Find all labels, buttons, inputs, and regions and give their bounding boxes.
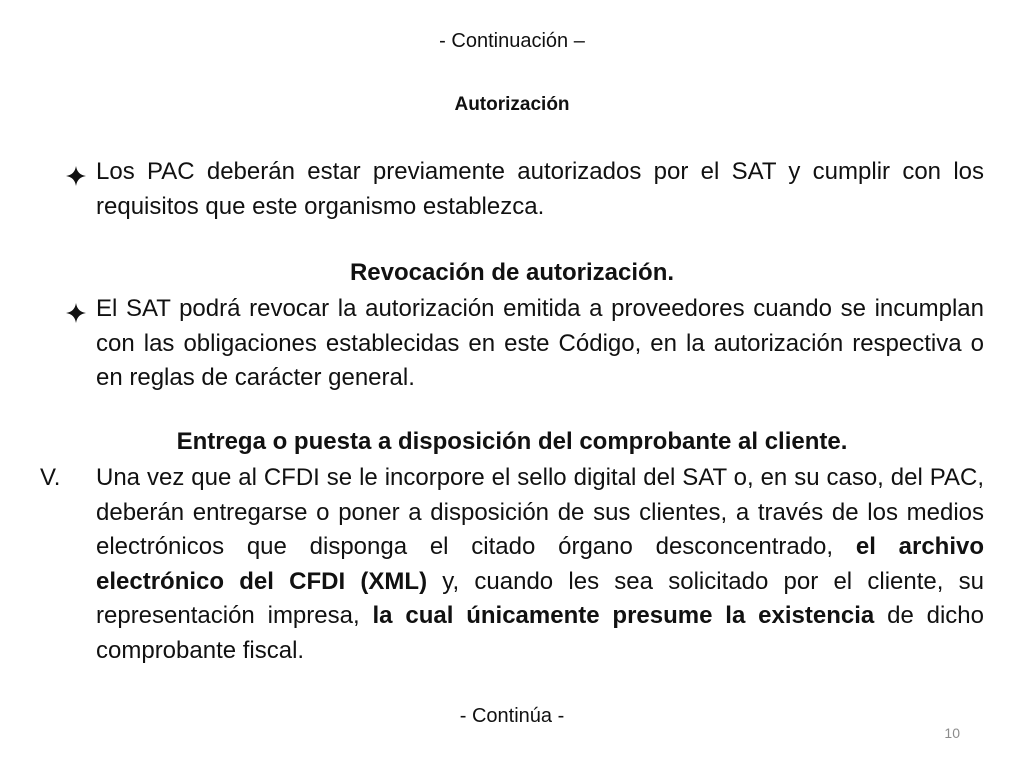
paragraph-entrega [96, 461, 984, 668]
paragraph-entrega-part2: y, cuando les sea solicitado por el cliente, su representación impresa, [96, 567, 984, 629]
paragraph-entrega-part1: Una vez que al CFDI se le incorpore el sello digital del SAT o, en su caso, del PAC, deberán entregarse o poner a disposición de sus clientes, a través de los medios electrónicos que disponga el citado órgano desconcentrado, [96, 464, 984, 560]
paragraph-entrega-part3: de dicho comprobante fiscal. [96, 602, 985, 664]
diamond-bullet-icon [66, 303, 86, 323]
page-number: 10 [944, 725, 960, 741]
paragraph-autorizacion: Los PAC deberán estar previamente autorizados por el SAT y cumplir con los requisitos que este organismo establezca. [96, 158, 984, 220]
roman-numeral-marker: V. [40, 464, 61, 491]
diamond-bullet-icon [66, 166, 86, 186]
section-title-entrega: Entrega o puesta a disposición del comprobante al cliente. [176, 428, 848, 455]
paragraph-entrega-bold1: el archivo electrónico del CFDI (XML) [96, 533, 985, 595]
continuation-label: - Continuación – [439, 30, 585, 52]
section-title-autorizacion: Autorización [454, 94, 570, 115]
paragraph-entrega-bold2: la cual únicamente presume la existencia [372, 602, 875, 629]
section-title-revocacion: Revocación de autorización. [349, 259, 675, 286]
continues-label: - Continúa - [459, 705, 565, 727]
paragraph-revocacion: El SAT podrá revocar la autorización emitida a proveedores cuando se incumplan con las obligaciones establecidas en este Código, en la autorización respectiva o en reglas de carácter general. [96, 295, 984, 391]
